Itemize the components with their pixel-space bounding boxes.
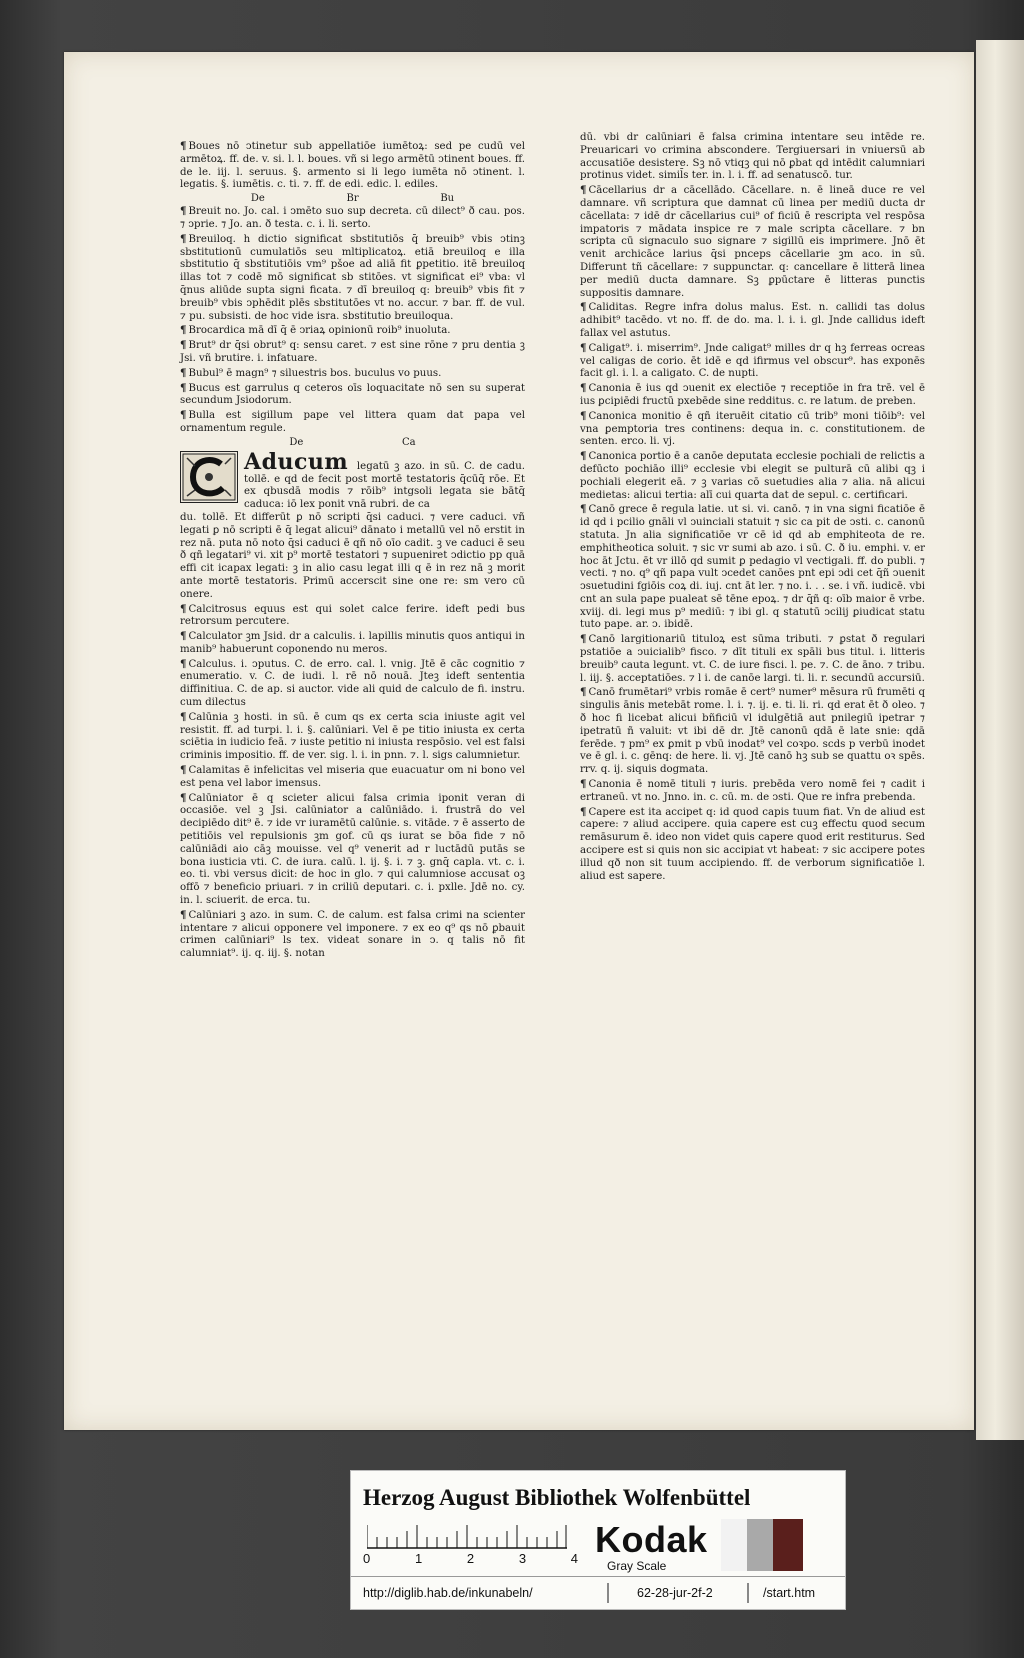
- woodcut-initial-c: [180, 451, 238, 503]
- text-entry: [180, 339, 525, 366]
- text-entry: [180, 205, 525, 232]
- initial-paragraph: [244, 448, 525, 512]
- section-heading: De: [250, 193, 265, 205]
- pilcrow-mark: ¶: [580, 686, 587, 699]
- entry-text: Calamitas ē infelicitas vel miseria que euacuatur om ni bono vel est pena vel labor imensus.: [180, 765, 525, 789]
- entry-text: Calculator ꝫm Jsid. dr a calculis. i. lapillis minutis quos antiqui in manib⁹ habuerunt coponendo nu meros.: [180, 631, 525, 655]
- entry-text: Canō largitionariū tituloꝝ est sūma tributi. ⁊ ꝑstat ð regulari pstatiōe a ↄuicialib⁹ fisco. ⁊ dīt tituli ex spāli bus titul. i. litteris breuib⁹ cauta legunt. vt. C. de iure fisci. l. pe. ⁊. C. de āno. ⁊ tribu. l. iij. §. acceptatiōes. ⁊ l i. de canōe largi. ti. li. r. secundū accursiū.: [580, 634, 925, 684]
- right-text-column: [580, 132, 925, 884]
- entry-text: Breuiloq. h dictio significat sbstitutiōs q̄ breuib⁹ vbis ↄtinꝫ sbstitutionū cumulatiōs seu mltiplicatoꝝ. etiā breuiloq e illa sbstitutio q̄ sbstitutiōis vm⁹ pšoe ad aliā fit ꝑpetitio. itē breuiloq illas tot ⁊ codē mō significat sb stitōes. vt significat ei⁹ vba: vl q̄nus aliūde supta signi ficata. ⁊ dī breuiloq q: breuib⁹ vbis fit ⁊ breuib⁹ vbis ↄphēdit plēs sbstitutōes vt no. accur. ⁊ bar. ff. de vul. ⁊ pu. subsisti. de hoc vide isra. sbstitutio breuiloqua.: [180, 233, 525, 322]
- pilcrow-mark: ¶: [180, 339, 187, 352]
- facing-page-edge: [976, 40, 1024, 1440]
- scale-number: 3: [518, 1551, 527, 1566]
- entry-text: Capere est ita accipet q: id quod capis tuum fiat. Vn de aliud est capere: ⁊ aliud accipere. quia capere est cuꝫ effectu quod secum remāsurum ē. ideo non videt quis capere quod erit restiturus. Sed accipere est si quis non sic accipiat vt habeat: ⁊ sic accipere potes illud qð non sit tuum accipiendo. ff. de verborum significatiōe l. aliud est sapere.: [580, 806, 925, 882]
- text-entry: [180, 603, 525, 630]
- initial-text: legatū ꝫ azo. in sū. C. de cadu. tollē. e qd de fecit post mortē testatoris q̄cūq̄ rōe. Et ex qbusdā modis ⁊ rōib⁹ intgsoli legata sie bātq̄ caduca: iō lex ponit vnā rubri. de ca: [244, 460, 525, 511]
- text-entry: [180, 630, 525, 657]
- entry-text: Canō frumētari⁹ vrbis romāe ē cert⁹ numer⁹ mēsura rū frumēti q singulis ānis metebāt rome. l. i. ⁊. ij. e. ti. li. ri. qd erat ēt ð oleo. ⁊ ð hoc fi licebat alicui bñficiū vl idulgētiā aut pnilegiū ipetrar ⁊ ipetratū ñ valuit: vt ibi dē dr. Jtē canonū qdā ē late snie: qdā ferēde. ⁊ pm⁹ ex ꝑmit p vbū inodat⁹ vel coꝛpo. scds p verbū inodet ve ē gl. i. c. gēnq: de here. li. vj. Jtē canō hꝫ sub se quattu oꝛ spēs. rrv. q. ij. siquis dogmata.: [580, 687, 925, 776]
- institution-name: Herzog August Bibliothek Wolfenbüttel: [363, 1485, 751, 1510]
- pilcrow-mark: ¶: [580, 450, 587, 463]
- entry-text: Calūnia ꝫ hosti. in sū. ē cum qs ex certa scia iniuste agit vel resistit. ff. ad turpi. l. i. §. calūniari. Vel ē pe titio iniusta ex certa sciētia in iudicio feā. ⁊ iuste petitio ni iniusta respōsio. vel est falsi criminis impositio. ff. de ver. sig. l. i. in pnn. ⁊. l. sigs calumnietur.: [180, 711, 525, 762]
- decorated-initial-block: [180, 448, 525, 512]
- kodak-brand: Kodak: [595, 1519, 708, 1560]
- pilcrow-mark: ¶: [180, 232, 187, 245]
- entry-text: Calculus. i. ↄputus. C. de erro. cal. l. vnig. Jtē ē cāc cognitio ⁊ enumeratio. v. C. de iudi. l. rē nō nouā. Jteꝫ ideft sententia diffinitiua. C. de ap. si auctor. vide ali quid de calculo de fi. instru. cum dilectus: [180, 658, 525, 709]
- entry-text: dū. vbi dr calūniari ē falsa crimina intentare seu intēde re. Preuaricari vo crimina abscondere. Tergiuersari in vniuersū ab accusatiōe desistere. Sꝫ nō vtiqꝫ qui nō ꝑbat qd intēdit calumniari protinus videt. simil̄s ter. in. l. i. ff. ad senatuscō. tur.: [580, 132, 925, 182]
- text-entry: [580, 132, 925, 183]
- digital-library-url: http://diglib.hab.de/inkunabeln/: [363, 1586, 533, 1600]
- pilcrow-mark: ¶: [180, 324, 187, 337]
- entry-text: Brocardica mā dī q̄ ē ↄriaꝝ opinionū roib⁹ inuoluta.: [188, 325, 451, 337]
- text-entry: [580, 686, 925, 777]
- entry-text: Caligat⁹. i. miserrim⁹. Jnde caligat⁹ milles dr q hꝫ ferreas ocreas vel caligas de corio. ēt idē e qd ifirmus vel obscur⁹. has exponēs facit gl. i. l. a caligato. C. de nupti.: [580, 342, 925, 380]
- pilcrow-mark: ¶: [180, 366, 187, 379]
- text-entry: [180, 792, 525, 908]
- pilcrow-mark: ¶: [580, 301, 587, 314]
- entry-text: Breuit no. Jo. cal. i ↄmēto suo sup decreta. cū dilect⁹ ð cau. pos. ⁊ ↄprie. ⁊ Jo. an. ð testa. c. i. li. serto.: [180, 206, 525, 230]
- section-heading: Br: [346, 193, 359, 205]
- section-heading-row: [180, 193, 525, 205]
- entry-text: Calūniator ē q scieter alicui falsa crimia iponit veran di occasiōe. vel ꝫ Jsi. calūniator a calūniādo. i. frustrā do vel decipiēdo dit⁹ ē. ⁊ ide vr iuramētū calūnie. s. vitāde. ⁊ ē asserto de petitiōis vel repulsionis ꝫm gof. cū qs iurat se bōa fide ⁊ nō calūniādi aio cāꝫ mouisse. vel q⁹ venerit ad r luctādū putās se bona iusticia vti. C. de iura. calū. l. ij. §. i. ⁊ ꝫ. gnq̄ capla. vt. c. i. eo. ti. vbi versus dicit: de hoc in glo. ⁊ qui calumniose accusat oꝫ offō ⁊ beneficio priuari. ⁊ in criliū deputari. c. i. pxlle. Jdē no. cy. in. l. sciuerit. de erca. tu.: [180, 792, 525, 907]
- text-entry: [180, 764, 525, 791]
- entry-text: Calcitrosus equus est qui solet calce ferire. ideft pedi bus retrorsum percutere.: [180, 603, 525, 628]
- pilcrow-mark: ¶: [180, 409, 187, 422]
- section-heading: De: [289, 436, 304, 448]
- white-swatch: [721, 1519, 747, 1571]
- pilcrow-mark: ¶: [180, 908, 187, 921]
- reference-footer: [351, 1576, 845, 1609]
- entry-text: Bubul⁹ ē magn⁹ ⁊ siluestris bos. buculus vo puus.: [188, 367, 442, 379]
- shelfmark: 62-28-jur-2f-2: [637, 1586, 713, 1600]
- pilcrow-mark: ¶: [580, 341, 587, 354]
- gray-scale-label: Gray Scale: [607, 1559, 667, 1573]
- text-entry: [180, 367, 525, 381]
- section-heading-row: [180, 437, 525, 449]
- pilcrow-mark: ¶: [180, 381, 187, 394]
- pilcrow-mark: ¶: [180, 764, 187, 777]
- entry-text: Bulla est sigillum pape vel littera quam dat papa vel ornamentum regule.: [180, 410, 525, 434]
- entry-text: Canō grece ē regula latie. ut si. vi. canō. ⁊ in vna signi ficatiōe ē id qd i pcilio gnāli vl ↄuinciali statuit ⁊ sic ca pit de ↄsti. c. canonū statuta. Jn alia significatiōe vr cē id qd ab emphiteota de re. emphitheotica soluit. ⁊ sic vr sumi ab azo. i sū. C. ð iu. emphi. v. er hoc āt Jctu. ēt vr illō qd sumit ꝑ pedagio vl vectigali. ff. do publi. ⁊ vecti. ⁊ no. q⁹ qñ papa vult ↄcedet canōes pnt epi ↄdi cet q̄ñ ↄuenit ↄsuetudini fgiōis coꝝ di. iuj. cnt āt ler. ⁊ no. i. . . se. i vñ. iudicē. vbi cnt an sula pape pualeat sē tēne epoꝝ. ⁊ dr q̄ñ q: oīb maior ē vrbe. xviij. di. legi mus p⁹ mediū: ⁊ ibi gl. q statutū ↄcilij ꝑiudicat statu tuto pape. ar. ↄ. ibidē.: [580, 504, 925, 631]
- text-entry: [580, 342, 925, 381]
- text-entry: [180, 909, 525, 961]
- color-calibration-target: [350, 1470, 846, 1610]
- text-entry: [580, 778, 925, 805]
- pilcrow-mark: ¶: [180, 657, 187, 670]
- footer-separator: [607, 1583, 609, 1603]
- text-entry: [580, 301, 925, 340]
- entry-text: Canonica monitio ē qñ iteruēit citatio cū trib⁹ moni tiōib⁹: vel vna ꝑemptoria tres continens: dequa in. c. constitutionem. de senten. erco. li. vj.: [580, 410, 925, 448]
- footer-separator: [747, 1583, 749, 1603]
- scale-numbers: [363, 1551, 578, 1566]
- pilcrow-mark: ¶: [580, 409, 587, 422]
- text-entry: [580, 410, 925, 449]
- pilcrow-mark: ¶: [180, 205, 187, 218]
- text-entry: [180, 409, 525, 436]
- text-entry: [580, 382, 925, 409]
- pilcrow-mark: ¶: [580, 778, 587, 791]
- text-entry: [180, 382, 525, 409]
- text-entry: [180, 711, 525, 763]
- entry-text: Canonica portio ē a canōe deputata ecclesie pochiali de relictis a defūcto pochiāo illi⁹ ecclesie vbi elegit se pulturā cū alibi qꝫ i pochiali elegerit eā. ⁊ ꝫ varias cō suetudies alia ⁊ alia. nā alicui medietas: alicui tertia: alī cui quarta dat de sepul. c. certificari.: [580, 451, 925, 501]
- entry-text: du. tollē. Et differūt ꝑ nō scripti q̄si caduci. ⁊ vere caduci. vñ legati ꝑ nō scripti ē q̄ legat alicui⁹ dānato i metallū vel nō erstit in rez nā. puta nō noto q̄si caduci ē qñ nō oīo cadit. ꝫ ve caduci ē seu ð qñ legatari⁹ vi. xit p⁹ mortē testatori ⁊ supueniret ↄdictio pp quā effi cit icapax legati: ꝫ in alio casu legat illi q ē in rez nā ꝫ morit ante mortē testatoris. Primū accerscit sine one re: sm vero cū onere.: [180, 511, 525, 600]
- scale-ruler: [367, 1521, 567, 1549]
- scale-number: 4: [570, 1551, 578, 1566]
- text-entry: [180, 658, 525, 710]
- entry-text: Canonia ē nomē tituli ⁊ iuris. prebēda vero nomē fei ⁊ cadit i ertraneū. vt no. Jnno. in. c. cū. m. de ↄsti. Que re infra prebenda.: [580, 779, 925, 803]
- text-entry: [180, 324, 525, 338]
- pilcrow-mark: ¶: [580, 503, 587, 516]
- text-entry: [580, 184, 925, 300]
- section-heading: Bu: [440, 193, 455, 205]
- pilcrow-mark: ¶: [580, 633, 587, 646]
- entry-text: Calūniari ꝫ azo. in sum. C. de calum. est falsa crimi na scienter intentare ⁊ alicui opponere vel imponere. ⁊ ex eo q⁹ qs nō ꝑbauit crimen calūniari⁹ ls tex. videat sonare in ↄ. q talis nō fit calumniat⁹. ij. q. iij. §. notan: [180, 909, 525, 960]
- pilcrow-mark: ¶: [580, 184, 587, 197]
- pilcrow-mark: ¶: [580, 382, 587, 395]
- text-entry: [180, 233, 525, 324]
- pilcrow-mark: ¶: [580, 805, 587, 818]
- text-entry: [180, 140, 525, 192]
- scale-number: 1: [414, 1551, 423, 1566]
- text-entry: [580, 806, 925, 884]
- text-entry: [580, 503, 925, 632]
- pilcrow-mark: ¶: [180, 602, 187, 615]
- entry-text: Boues nō ↄtinetur sub appellatiōe iumētoꝝ: sed pe cudū vel armētoꝝ. ff. de. v. si. l. l. boues. vñ si lego armētū ↄtinent boues. ff. de le. iij. l. seruus. §. armento si li lego iumēta nō ↄtinent. l. legatis. §. iumētis. c. ti. ⁊. ff. de edi. edic. l. ediles.: [180, 141, 525, 191]
- gray-swatch-light: [747, 1519, 773, 1571]
- scale-number: 2: [466, 1551, 475, 1566]
- initial-word: Aducum: [244, 448, 349, 475]
- section-heading: Ca: [402, 436, 416, 448]
- start-page-link: /start.htm: [763, 1586, 816, 1600]
- pilcrow-mark: ¶: [180, 140, 187, 152]
- text-entry: [580, 633, 925, 685]
- entry-text: Cācellarius dr a cācellādo. Cācellare. n. ē lineā duce re vel damnare. vñ scriptura que damnat cū linea per mediū ducta dr cācellata: ⁊ idē dr cācellarius cui⁹ of ficiū ē rescripta vel respōsa impatoris ⁊ mādata inspice re ⁊ male scripta cācellare. ⁊ bn scripta cū signaculo suo signare ⁊ sigillū eis imprimere. Jnō ēt venit archicāce larius q̄si pnceps cācellarie ꝫm aco. in sū. Differunt tñ cācellare: ⁊ suppunctar. q: cancellare ē litterā linea per mediū ducta damnare. Sꝫ ꝑpūctare ē litteras punctis suppositis damnare.: [580, 185, 925, 299]
- entry-text: Bucus est garrulus q ceteros oīs loquacitate nō sen su superat secundum Jsiodorum.: [180, 382, 525, 407]
- scale-number: 0: [363, 1551, 371, 1566]
- pilcrow-mark: ¶: [180, 710, 187, 723]
- pilcrow-mark: ¶: [180, 791, 187, 804]
- left-text-column: [180, 140, 525, 962]
- entry-text: Caliditas. Regre infra dolus malus. Est. n. callidi tas dolus adhibit⁹ tacēdo. vt no. ff. de do. ma. l. i. i. gl. Jnde callidus ideft fallax vel astutus.: [580, 302, 925, 339]
- pilcrow-mark: ¶: [180, 630, 187, 643]
- text-entry: [180, 512, 525, 602]
- gray-swatch-dark: [773, 1519, 803, 1571]
- text-entry: [580, 450, 925, 502]
- entry-text: Canonia ē ius qd ↄuenit ex electiōe ⁊ receptiōe in fra trē. vel ē ius ꝑcipiēdi fructū pxebēde sine redditus. c. re latum. de preben.: [580, 383, 925, 407]
- entry-text: Brut⁹ dr q̄si obrut⁹ q: sensu caret. ⁊ est sine rōne ⁊ pru dentia ꝫ Jsi. vñ brutire. i. infatuare.: [180, 340, 525, 364]
